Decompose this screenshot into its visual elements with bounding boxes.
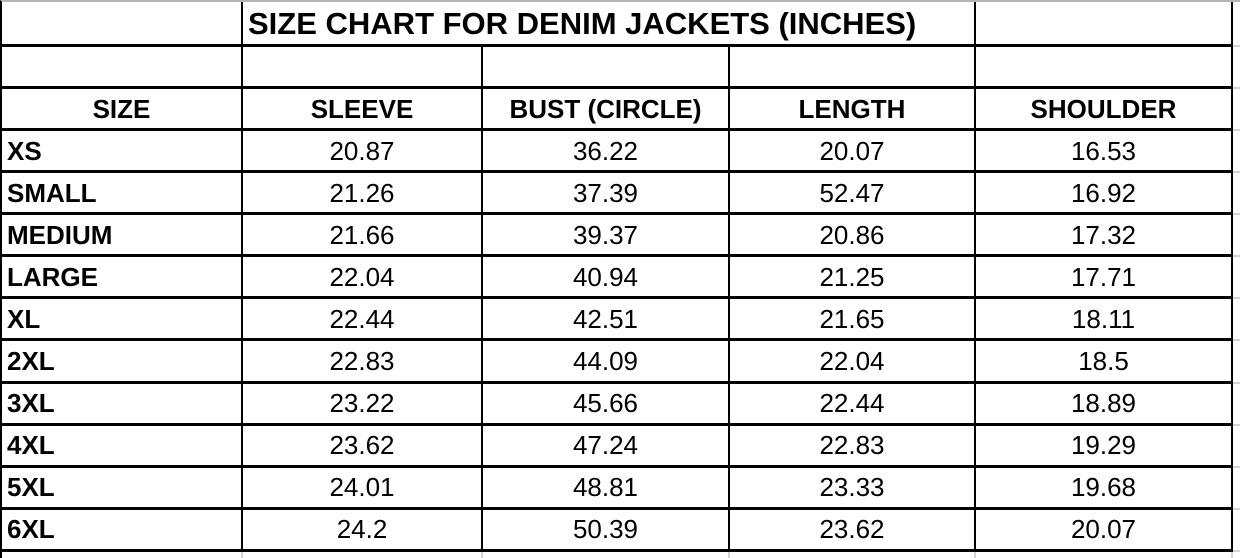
gridline-stub-right-4 <box>1233 131 1240 173</box>
empty-cell <box>483 47 730 89</box>
size-label-5xl: 5XL <box>2 468 243 510</box>
gridline-stub-right-13 <box>1233 510 1240 552</box>
gridline-stub-right-1 <box>1233 2 1240 47</box>
cell-6xl-sleeve: 24.2 <box>243 510 483 552</box>
cell-xs-length: 20.07 <box>730 131 976 173</box>
gridline-stub-right-10 <box>1233 384 1240 426</box>
cell-2xl-bust: 44.09 <box>483 341 730 383</box>
cell-3xl-sleeve: 23.22 <box>243 384 483 426</box>
title-row-empty-cell-right <box>976 2 1233 47</box>
cell-2xl-shoulder: 18.5 <box>976 341 1233 383</box>
size-label-medium: MEDIUM <box>2 215 243 257</box>
cell-medium-bust: 39.37 <box>483 215 730 257</box>
column-header-bust: BUST (CIRCLE) <box>483 89 730 131</box>
column-header-sleeve: SLEEVE <box>243 89 483 131</box>
gridline-stub-right-7 <box>1233 257 1240 299</box>
column-header-length: LENGTH <box>730 89 976 131</box>
cell-5xl-bust: 48.81 <box>483 468 730 510</box>
size-label-xs: XS <box>2 131 243 173</box>
cell-large-bust: 40.94 <box>483 257 730 299</box>
size-label-large: LARGE <box>2 257 243 299</box>
cell-6xl-shoulder: 20.07 <box>976 510 1233 552</box>
cell-large-length: 21.25 <box>730 257 976 299</box>
cell-large-shoulder: 17.71 <box>976 257 1233 299</box>
bottom-right-corner <box>1233 552 1240 558</box>
cell-6xl-bust: 50.39 <box>483 510 730 552</box>
cell-medium-shoulder: 17.32 <box>976 215 1233 257</box>
empty-cell <box>976 47 1233 89</box>
cell-small-bust: 37.39 <box>483 173 730 215</box>
gridline-stub-right-6 <box>1233 215 1240 257</box>
cell-large-sleeve: 22.04 <box>243 257 483 299</box>
cell-xl-sleeve: 22.44 <box>243 299 483 341</box>
gridline-stub-right-12 <box>1233 468 1240 510</box>
gridline-stub-right-11 <box>1233 426 1240 468</box>
title-row-empty-cell-left <box>2 2 243 47</box>
cell-medium-length: 20.86 <box>730 215 976 257</box>
gridline-stub-bottom-2 <box>243 552 483 558</box>
cell-5xl-sleeve: 24.01 <box>243 468 483 510</box>
gridline-stub-bottom-1 <box>2 552 243 558</box>
cell-medium-sleeve: 21.66 <box>243 215 483 257</box>
cell-xl-bust: 42.51 <box>483 299 730 341</box>
cell-xl-length: 21.65 <box>730 299 976 341</box>
cell-6xl-length: 23.62 <box>730 510 976 552</box>
cell-xs-sleeve: 20.87 <box>243 131 483 173</box>
size-label-small: SMALL <box>2 173 243 215</box>
cell-2xl-sleeve: 22.83 <box>243 341 483 383</box>
gridline-stub-right-3 <box>1233 89 1240 131</box>
table-title: SIZE CHART FOR DENIM JACKETS (INCHES) <box>243 2 976 47</box>
size-label-3xl: 3XL <box>2 384 243 426</box>
cell-small-shoulder: 16.92 <box>976 173 1233 215</box>
column-header-shoulder: SHOULDER <box>976 89 1233 131</box>
cell-3xl-bust: 45.66 <box>483 384 730 426</box>
cell-small-sleeve: 21.26 <box>243 173 483 215</box>
gridline-stub-right-5 <box>1233 173 1240 215</box>
cell-5xl-shoulder: 19.68 <box>976 468 1233 510</box>
cell-4xl-bust: 47.24 <box>483 426 730 468</box>
empty-cell <box>2 47 243 89</box>
column-header-size: SIZE <box>2 89 243 131</box>
gridline-stub-right-8 <box>1233 299 1240 341</box>
size-label-4xl: 4XL <box>2 426 243 468</box>
cell-5xl-length: 23.33 <box>730 468 976 510</box>
cell-2xl-length: 22.04 <box>730 341 976 383</box>
gridline-stub-bottom-3 <box>483 552 730 558</box>
size-label-2xl: 2XL <box>2 341 243 383</box>
gridline-stub-bottom-4 <box>730 552 976 558</box>
cell-xs-shoulder: 16.53 <box>976 131 1233 173</box>
cell-4xl-sleeve: 23.62 <box>243 426 483 468</box>
empty-cell <box>730 47 976 89</box>
size-label-xl: XL <box>2 299 243 341</box>
cell-4xl-shoulder: 19.29 <box>976 426 1233 468</box>
cell-xs-bust: 36.22 <box>483 131 730 173</box>
cell-xl-shoulder: 18.11 <box>976 299 1233 341</box>
gridline-stub-right-2 <box>1233 47 1240 89</box>
cell-small-length: 52.47 <box>730 173 976 215</box>
size-label-6xl: 6XL <box>2 510 243 552</box>
gridline-stub-right-9 <box>1233 341 1240 383</box>
cell-3xl-shoulder: 18.89 <box>976 384 1233 426</box>
cell-4xl-length: 22.83 <box>730 426 976 468</box>
empty-cell <box>243 47 483 89</box>
cell-3xl-length: 22.44 <box>730 384 976 426</box>
gridline-stub-bottom-5 <box>976 552 1233 558</box>
